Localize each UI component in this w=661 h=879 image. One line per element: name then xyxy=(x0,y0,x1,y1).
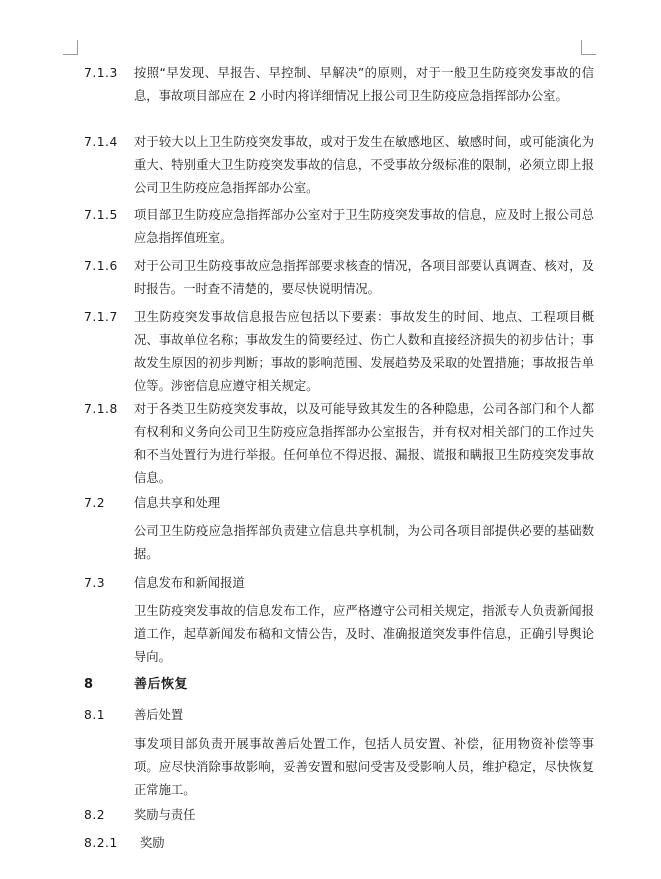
section-7-3-body: 卫生防疫突发事故的信息发布工作，应严格遵守公司相关规定，指派专人负责新闻报道工作，起草新闻发布稿和文情公告，及时、准确报道突发事件信息，正确引导舆论导向。 xyxy=(134,604,594,664)
section-heading: 奖励与责任 xyxy=(134,808,196,822)
section-number: 7.1.7 xyxy=(84,310,118,324)
section-heading: 奖励 xyxy=(140,836,165,850)
section-text: 卫生防疫突发事故信息报告应包括以下要素：事故发生的时间、地点、工程项目概况、事故单位名称；事故发生的简要经过、伤亡人数和直接经济损失的初步估计；事故发生原因的初步判断；事故的影响范围、发展趋势及采取的处置措施；事故报告单位等。涉密信息应遵守相关规定。 xyxy=(134,310,594,393)
section-text: 对于较大以上卫生防疫突发事故，或对于发生在敏感地区、敏感时间，或可能演化为重大、特别重大卫生防疫突发事故的信息，不受事故分级标准的限制，必须立即上报公司卫生防疫应急指挥部办公室。 xyxy=(134,135,594,195)
chapter-title: 善后恢复 xyxy=(134,677,189,692)
chapter-number: 8 xyxy=(84,677,94,692)
section-number: 7.1.5 xyxy=(84,208,118,222)
section-text: 对于公司卫生防疫事故应急指挥部要求核查的情况，各项目部要认真调查、核对，及时报告。一时查不清楚的，要尽快说明情况。 xyxy=(134,259,594,296)
section-number: 7.2 xyxy=(84,496,106,510)
section-text: 项目部卫生防疫应急指挥部办公室对于卫生防疫突发事故的信息，应及时上报公司总应急指挥值班室。 xyxy=(134,208,594,245)
section-number: 8.1 xyxy=(84,708,106,722)
section-number: 7.1.4 xyxy=(84,135,118,149)
section-8-1-body: 事发项目部负责开展事故善后处置工作，包括人员安置、补偿，征用物资补偿等事项。应尽快消除事故影响，妥善安置和慰问受害及受影响人员，维护稳定，尽快恢复正常施工。 xyxy=(134,737,594,797)
section-heading: 信息共享和处理 xyxy=(134,496,221,510)
section-heading: 善后处置 xyxy=(134,708,184,722)
section-number: 7.3 xyxy=(84,576,106,590)
section-number: 7.1.6 xyxy=(84,259,118,273)
section-heading: 信息发布和新闻报道 xyxy=(134,576,245,590)
section-7-2-body: 公司卫生防疫应急指挥部负责建立信息共享机制，为公司各项目部提供必要的基础数据。 xyxy=(134,524,594,561)
section-number: 7.1.3 xyxy=(84,66,118,80)
section-number: 7.1.8 xyxy=(84,402,118,416)
section-text: 对于各类卫生防疫突发事故，以及可能导致其发生的各种隐患，公司各部门和个人都有权利和义务向公司卫生防疫应急指挥部办公室报告，并有权对相关部门的工作过失和不当处置行为进行举报。任何单位不得迟报、漏报、谎报和瞒报卫生防疫突发事故信息。 xyxy=(134,402,594,485)
section-text: 按照“早发现、早报告、早控制、早解决”的原则，对于一般卫生防疫突发事故的信息，事故项目部应在 2 小时内将详细情况上报公司卫生防疫应急指挥部办公室。 xyxy=(134,66,594,103)
section-number: 8.2.1 xyxy=(84,836,118,850)
section-number: 8.2 xyxy=(84,808,106,822)
